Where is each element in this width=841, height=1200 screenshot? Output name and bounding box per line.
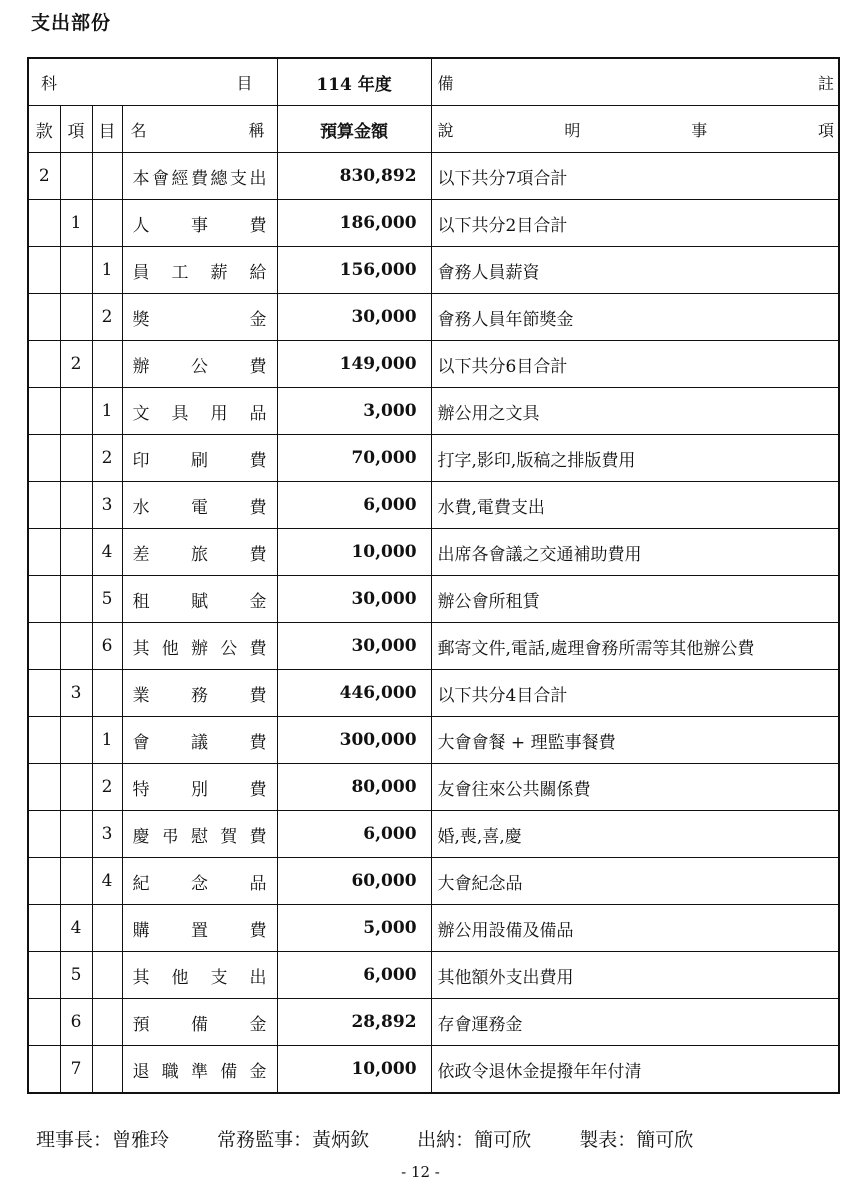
table-row <box>28 435 839 482</box>
amount-cell: 149,000 <box>277 341 431 388</box>
table-row <box>28 341 839 388</box>
item-name-char: 退 <box>132 1061 150 1082</box>
item-name-char: 事 <box>191 215 209 236</box>
note-cell: 友會往來公共關係費 <box>431 764 839 811</box>
item-name-char: 紀 <box>132 873 150 894</box>
kuan-cell <box>28 952 60 999</box>
note-cell: 辦公會所租賃 <box>431 576 839 623</box>
mu-cell: 3 <box>92 482 122 529</box>
item-name-cell <box>122 576 277 623</box>
mu-cell: 2 <box>92 764 122 811</box>
xiang-cell <box>60 623 92 670</box>
table-row <box>28 670 839 717</box>
kuan-cell <box>28 999 60 1046</box>
item-name-char: 費 <box>249 732 267 753</box>
item-name-char: 文 <box>132 403 150 424</box>
note-cell: 依政令退休金提撥年年付清 <box>431 1046 839 1094</box>
kuan-cell <box>28 200 60 247</box>
item-name-char: 費 <box>249 685 267 706</box>
cashier-signature: 出納：簡可欣 <box>417 1129 532 1151</box>
item-name-char: 獎 <box>132 309 150 330</box>
kuan-cell <box>28 529 60 576</box>
item-name-char: 旅 <box>191 544 209 565</box>
table-row <box>28 717 839 764</box>
item-name-char: 差 <box>132 544 150 565</box>
item-name-char: 印 <box>132 450 150 471</box>
item-name-cell <box>122 999 277 1046</box>
item-name-char: 品 <box>249 403 267 424</box>
amount-cell: 30,000 <box>277 576 431 623</box>
item-name-char: 具 <box>171 403 189 424</box>
item-name-char: 金 <box>249 591 267 612</box>
mu-cell: 4 <box>92 858 122 905</box>
mu-cell <box>92 1046 122 1094</box>
item-name-cell <box>122 482 277 529</box>
item-name-cell <box>122 811 277 858</box>
note-cell: 水費,電費支出 <box>431 482 839 529</box>
kuan-cell <box>28 858 60 905</box>
item-name-char: 議 <box>191 732 209 753</box>
xiang-cell: 5 <box>60 952 92 999</box>
xiang-cell <box>60 858 92 905</box>
mu-cell <box>92 905 122 952</box>
note-cell: 會務人員薪資 <box>431 247 839 294</box>
item-name-char: 費 <box>249 356 267 377</box>
budget-header: 預算金額 <box>277 106 431 153</box>
item-name-char: 費 <box>249 826 267 847</box>
item-name-cell <box>122 529 277 576</box>
xiang-cell: 6 <box>60 999 92 1046</box>
kuan-cell <box>28 388 60 435</box>
table-row <box>28 858 839 905</box>
item-name-char: 金 <box>249 1061 267 1082</box>
item-name-cell <box>122 717 277 764</box>
table-row <box>28 952 839 999</box>
mu-cell <box>92 952 122 999</box>
note-cell: 郵寄文件,電話,處理會務所需等其他辦公費 <box>431 623 839 670</box>
note-cell: 大會紀念品 <box>431 858 839 905</box>
table-row <box>28 294 839 341</box>
amount-cell: 186,000 <box>277 200 431 247</box>
item-name-cell <box>122 388 277 435</box>
note-cell: 存會運務金 <box>431 999 839 1046</box>
item-name-char: 他 <box>171 967 189 988</box>
table-row <box>28 576 839 623</box>
item-name-char: 電 <box>191 497 209 518</box>
amount-cell: 300,000 <box>277 717 431 764</box>
name-header-char: 稱 <box>248 120 265 140</box>
mu-cell: 3 <box>92 811 122 858</box>
item-name-char: 賀 <box>220 826 238 847</box>
item-name-char: 費 <box>249 920 267 941</box>
note-header-top <box>431 58 839 106</box>
item-name-char: 他 <box>161 638 179 659</box>
item-name-char: 職 <box>161 1061 179 1082</box>
item-name-char: 會 <box>152 168 169 189</box>
note-cell: 打字,影印,版稿之排版費用 <box>431 435 839 482</box>
note-header-char: 事 <box>691 120 708 140</box>
xiang-cell: 2 <box>60 341 92 388</box>
item-name-char: 金 <box>249 309 267 330</box>
item-name-char: 工 <box>171 262 189 283</box>
budget-table <box>27 57 840 1094</box>
table-row <box>28 811 839 858</box>
item-name-char: 慶 <box>132 826 150 847</box>
xiang-cell <box>60 388 92 435</box>
subject-header <box>28 58 277 106</box>
xiang-cell <box>60 576 92 623</box>
amount-cell: 156,000 <box>277 247 431 294</box>
mu-cell: 2 <box>92 435 122 482</box>
preparer-signature: 製表：簡可欣 <box>579 1129 694 1151</box>
kuan-cell <box>28 482 60 529</box>
item-name-char: 業 <box>132 685 150 706</box>
table-row <box>28 200 839 247</box>
kuan-cell <box>28 294 60 341</box>
amount-cell: 30,000 <box>277 294 431 341</box>
item-name-char: 員 <box>132 262 150 283</box>
amount-cell: 60,000 <box>277 858 431 905</box>
amount-cell: 70,000 <box>277 435 431 482</box>
item-name-char: 給 <box>249 262 267 283</box>
item-name-char: 弔 <box>161 826 179 847</box>
item-name-char: 支 <box>210 967 228 988</box>
xiang-cell <box>60 435 92 482</box>
xiang-header: 項 <box>60 106 92 153</box>
xiang-cell <box>60 717 92 764</box>
note-cell: 婚,喪,喜,慶 <box>431 811 839 858</box>
amount-cell: 830,892 <box>277 153 431 200</box>
kuan-cell <box>28 341 60 388</box>
item-name-cell <box>122 341 277 388</box>
kuan-cell <box>28 811 60 858</box>
note-header-char: 明 <box>564 120 581 140</box>
item-name-char: 支 <box>230 168 247 189</box>
mu-cell: 4 <box>92 529 122 576</box>
item-name-char: 置 <box>191 920 209 941</box>
kuan-cell <box>28 247 60 294</box>
note-header-char: 註 <box>818 73 835 93</box>
item-name-char: 租 <box>132 591 150 612</box>
table-row <box>28 153 839 200</box>
amount-cell: 30,000 <box>277 623 431 670</box>
amount-cell: 10,000 <box>277 1046 431 1094</box>
item-name-char: 水 <box>132 497 150 518</box>
item-name-char: 費 <box>249 497 267 518</box>
note-cell: 辦公用設備及備品 <box>431 905 839 952</box>
xiang-cell <box>60 294 92 341</box>
section-title: 支出部份 <box>31 12 112 34</box>
item-name-char: 慰 <box>191 826 208 847</box>
signature-footer <box>36 1125 735 1152</box>
table-row <box>28 482 839 529</box>
xiang-cell <box>60 153 92 200</box>
item-name-char: 費 <box>249 215 267 236</box>
item-name-char: 辦 <box>132 356 150 377</box>
item-name-cell <box>122 905 277 952</box>
item-name-char: 本 <box>132 168 150 189</box>
mu-cell: 1 <box>92 388 122 435</box>
item-name-char: 別 <box>191 779 209 800</box>
note-cell: 辦公用之文具 <box>431 388 839 435</box>
item-name-char: 其 <box>132 967 150 988</box>
name-header <box>122 106 277 153</box>
item-name-char: 費 <box>249 638 267 659</box>
table-row <box>28 764 839 811</box>
item-name-char: 薪 <box>210 262 228 283</box>
item-name-char: 準 <box>191 1061 208 1082</box>
amount-cell: 446,000 <box>277 670 431 717</box>
kuan-cell <box>28 623 60 670</box>
table-row <box>28 1046 839 1094</box>
subject-header-char: 科 <box>41 73 58 93</box>
note-cell: 以下共分4目合計 <box>431 670 839 717</box>
kuan-cell <box>28 670 60 717</box>
header-row-bottom <box>28 106 839 153</box>
kuan-header: 款 <box>28 106 60 153</box>
item-name-cell <box>122 764 277 811</box>
item-name-cell <box>122 1046 277 1094</box>
item-name-char: 費 <box>249 544 267 565</box>
item-name-char: 其 <box>132 638 150 659</box>
item-name-char: 出 <box>249 967 267 988</box>
item-name-cell <box>122 858 277 905</box>
item-name-char: 公 <box>220 638 238 659</box>
header-row-top <box>28 58 839 106</box>
note-header-char: 說 <box>437 120 454 140</box>
item-name-char: 備 <box>191 1014 209 1035</box>
kuan-cell <box>28 764 60 811</box>
amount-cell: 6,000 <box>277 482 431 529</box>
kuan-cell <box>28 717 60 764</box>
item-name-char: 金 <box>249 1014 267 1035</box>
mu-cell <box>92 999 122 1046</box>
item-name-char: 經 <box>171 168 189 189</box>
mu-cell: 1 <box>92 717 122 764</box>
kuan-cell: 2 <box>28 153 60 200</box>
item-name-char: 品 <box>249 873 267 894</box>
note-cell: 大會會餐 + 理監事餐費 <box>431 717 839 764</box>
name-header-char: 名 <box>130 120 147 140</box>
item-name-char: 費 <box>249 779 267 800</box>
xiang-cell: 7 <box>60 1046 92 1094</box>
mu-cell: 5 <box>92 576 122 623</box>
item-name-char: 務 <box>191 685 209 706</box>
note-header-bottom <box>431 106 839 153</box>
item-name-char: 會 <box>132 732 150 753</box>
chairman-signature: 理事長：曾雅玲 <box>36 1129 170 1151</box>
xiang-cell: 4 <box>60 905 92 952</box>
mu-cell <box>92 341 122 388</box>
table-row <box>28 247 839 294</box>
item-name-char: 費 <box>191 168 208 189</box>
page-number: - 12 - <box>401 1163 440 1181</box>
item-name-cell <box>122 623 277 670</box>
item-name-cell <box>122 247 277 294</box>
supervisor-signature: 常務監事：黃炳欽 <box>217 1129 370 1151</box>
item-name-cell <box>122 670 277 717</box>
kuan-cell <box>28 905 60 952</box>
kuan-cell <box>28 576 60 623</box>
xiang-cell <box>60 482 92 529</box>
note-cell: 出席各會議之交通補助費用 <box>431 529 839 576</box>
amount-cell: 6,000 <box>277 811 431 858</box>
item-name-cell <box>122 435 277 482</box>
item-name-char: 人 <box>132 215 150 236</box>
mu-cell: 1 <box>92 247 122 294</box>
item-name-cell <box>122 952 277 999</box>
amount-cell: 5,000 <box>277 905 431 952</box>
item-name-cell <box>122 153 277 200</box>
item-name-char: 備 <box>220 1061 238 1082</box>
item-name-char: 出 <box>249 168 267 189</box>
item-name-char: 念 <box>191 873 209 894</box>
amount-cell: 80,000 <box>277 764 431 811</box>
xiang-cell <box>60 529 92 576</box>
table-row <box>28 999 839 1046</box>
item-name-char: 公 <box>191 356 209 377</box>
item-name-char: 用 <box>210 403 228 424</box>
amount-cell: 6,000 <box>277 952 431 999</box>
xiang-cell: 1 <box>60 200 92 247</box>
item-name-char: 刷 <box>191 450 209 471</box>
budget-body <box>28 153 839 1094</box>
item-name-char: 費 <box>249 450 267 471</box>
item-name-char: 特 <box>132 779 150 800</box>
mu-cell <box>92 670 122 717</box>
xiang-cell <box>60 811 92 858</box>
amount-cell: 28,892 <box>277 999 431 1046</box>
mu-cell <box>92 200 122 247</box>
note-cell: 以下共分6目合計 <box>431 341 839 388</box>
item-name-char: 賦 <box>191 591 209 612</box>
note-header-char: 項 <box>818 120 835 140</box>
mu-cell: 2 <box>92 294 122 341</box>
item-name-cell <box>122 294 277 341</box>
table-row <box>28 529 839 576</box>
amount-cell: 3,000 <box>277 388 431 435</box>
xiang-cell <box>60 247 92 294</box>
note-cell: 其他額外支出費用 <box>431 952 839 999</box>
subject-header-char: 目 <box>236 73 253 93</box>
note-cell: 以下共分2目合計 <box>431 200 839 247</box>
item-name-char: 辦 <box>191 638 208 659</box>
xiang-cell: 3 <box>60 670 92 717</box>
table-row <box>28 905 839 952</box>
item-name-char: 總 <box>210 168 228 189</box>
mu-cell <box>92 153 122 200</box>
item-name-char: 預 <box>132 1014 150 1035</box>
kuan-cell <box>28 435 60 482</box>
kuan-cell <box>28 1046 60 1094</box>
item-name-cell <box>122 200 277 247</box>
table-row <box>28 623 839 670</box>
note-header-char: 備 <box>437 73 454 93</box>
table-row <box>28 388 839 435</box>
xiang-cell <box>60 764 92 811</box>
mu-cell: 6 <box>92 623 122 670</box>
item-name-char: 購 <box>132 920 150 941</box>
year-header: 114 年度 <box>277 58 431 106</box>
mu-header: 目 <box>92 106 122 153</box>
note-cell: 以下共分7項合計 <box>431 153 839 200</box>
note-cell: 會務人員年節獎金 <box>431 294 839 341</box>
amount-cell: 10,000 <box>277 529 431 576</box>
